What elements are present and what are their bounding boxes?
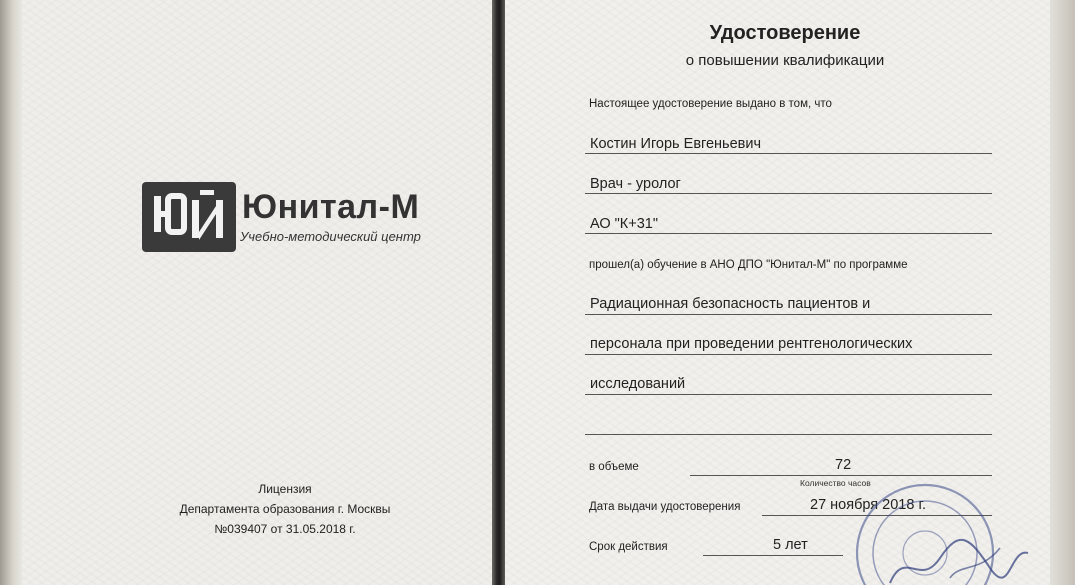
certificate-subtitle: о повышении квалификации [685,52,885,69]
recipient-name: Костин Игорь Евгеньевич [590,136,762,152]
issue-date-value: 27 ноября 2018 г. [810,497,926,513]
logo-name: Юнитал-М [242,188,420,226]
program-underline-1 [585,314,992,315]
license-number: №039407 от 31.05.2018 г. [214,522,356,536]
hours-underline [690,475,992,476]
recipient-position: Врач - уролог [590,176,681,192]
left-page [22,0,492,585]
certificate-title: Удостоверение [709,22,861,44]
validity-label: Срок действия [589,541,668,553]
validity-value: 5 лет [773,537,808,553]
stamp-icon [830,478,1030,585]
license-issuer: Департамента образования г. Москвы [179,502,391,516]
position-underline [585,193,992,194]
certificate-intro: Настоящее удостоверение выдано в том, что [589,98,832,110]
recipient-organization: АО "К+31" [590,216,658,232]
program-underline-2 [585,354,992,355]
hours-value: 72 [835,457,852,473]
right-edge-shadow [1050,0,1075,585]
issue-date-label: Дата выдачи удостоверения [589,501,741,513]
name-underline [585,153,992,154]
program-line-3: исследований [590,376,686,392]
program-intro: прошел(а) обучение в АНО ДПО "Юнитал-М" по программе [589,259,908,271]
validity-underline [703,555,843,556]
left-edge-shadow [0,0,22,585]
organization-underline [585,233,992,234]
book-spine [492,0,505,585]
logo-subtitle: Учебно-методический центр [240,229,421,244]
license-label: Лицензия [258,482,312,496]
program-underline-3 [585,394,992,395]
hours-caption: Количество часов [800,478,871,488]
program-line-2: персонала при проведении рентгенологических [590,336,913,352]
program-line-1: Радиационная безопасность пациентов и [590,296,871,312]
volume-label: в объеме [589,461,639,473]
logo-mark-icon [142,182,236,252]
program-underline-4 [585,434,992,435]
